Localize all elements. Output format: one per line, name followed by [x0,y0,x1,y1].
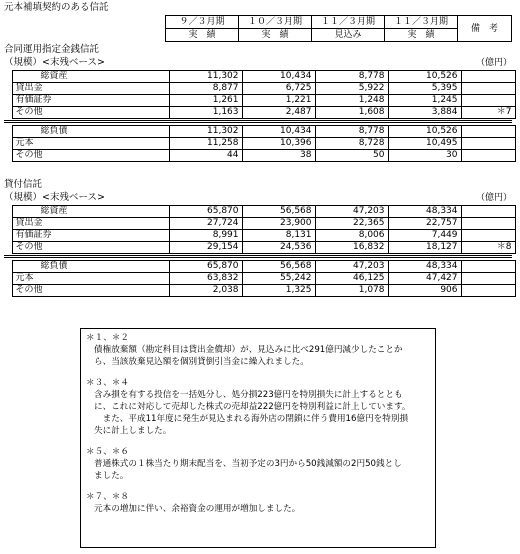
indent-cell [4,273,12,285]
note-line: 元本の増加に伴い、余裕資金の運用が増加しました。 [94,504,301,514]
indent-cell [4,285,12,297]
value-cell: 46,125 [315,273,388,285]
value-cell: 65,870 [169,261,242,273]
indent-cell [4,242,12,254]
value-cell: 18,127 [388,242,461,254]
value-cell: 10,434 [242,71,315,83]
value-cell: 8,991 [169,230,242,242]
value-cell: 10,396 [242,138,315,150]
period-header: ９／３月期 [166,16,239,29]
value-cell: 10,526 [388,71,461,83]
section1-basis: （規模）<末残ベース> [4,57,105,68]
indent-cell [4,206,12,218]
value-cell: 1,245 [388,95,461,107]
period-sub-header: 実 績 [166,29,239,42]
value-cell: 8,877 [169,83,242,95]
row-label: その他 [12,150,169,162]
row-label: 有価証券 [12,230,169,242]
indent-cell [4,230,12,242]
note-line: 失に計上しました。 [94,426,172,436]
value-cell: 22,757 [388,218,461,230]
note-block [86,377,430,437]
remark-cell [461,138,515,150]
table-row [4,138,515,150]
value-cell: 8,728 [315,138,388,150]
indent-cell [4,218,12,230]
note-block [86,332,430,368]
table-row [4,206,515,218]
value-cell: 63,832 [169,273,242,285]
value-cell: 1,261 [169,95,242,107]
value-cell: 48,334 [388,206,461,218]
value-cell: 56,568 [242,261,315,273]
remark-cell [461,218,515,230]
note-line: ました。 [94,471,129,481]
table-row [4,218,515,230]
row-label: 総資産 [12,71,169,83]
data-block [4,260,516,297]
value-cell: 47,427 [388,273,461,285]
row-label: 総負債 [12,261,169,273]
row-label: 有価証券 [12,95,169,107]
indent-cell [4,107,12,119]
value-cell: 24,536 [242,242,315,254]
value-cell: 11,302 [169,71,242,83]
value-cell: 47,203 [315,261,388,273]
table-row [4,273,515,285]
period-header: １０／３月期 [239,16,312,29]
period-header: １１／３月期 [312,16,385,29]
section2-basis: （規模）<末残ベース> [4,192,105,203]
section2-unit: （億円） [475,193,512,203]
note-line: に、これに対応して売却した株式の売却益222億円を特別利益に計上しています。 [94,402,411,412]
remark-cell [461,273,515,285]
table-row [4,95,515,107]
indent-cell [4,126,12,138]
value-cell: 8,778 [315,126,388,138]
value-cell: 22,365 [315,218,388,230]
value-cell: 29,154 [169,242,242,254]
table-row [4,107,515,119]
indent-cell [4,150,12,162]
table-row [4,230,515,242]
indent-cell [4,138,12,150]
double-divider [4,255,512,258]
row-label: その他 [12,285,169,297]
row-label: 元本 [12,273,169,285]
data-block [4,125,516,162]
table-row [4,261,515,273]
note-title: ＊７、＊８ [86,492,129,502]
data-block [4,205,516,254]
row-label: その他 [12,107,169,119]
remark-cell [461,150,515,162]
value-cell: 48,334 [388,261,461,273]
value-cell: 11,258 [169,138,242,150]
value-cell: 55,242 [242,273,315,285]
table-row [4,285,515,297]
value-cell: 16,832 [315,242,388,254]
row-label: 元本 [12,138,169,150]
value-cell: 10,434 [242,126,315,138]
value-cell: 7,449 [388,230,461,242]
note-line: また、平成11年度に発生が見込まれる海外店の閉鎖に伴う費用16億円を特別損 [94,414,409,424]
note-block [86,491,430,515]
remark-cell: ＊8 [461,242,515,254]
data-block [4,70,516,119]
value-cell: 5,395 [388,83,461,95]
value-cell: 1,078 [315,285,388,297]
row-label: 貸出金 [12,83,169,95]
remark-cell [461,71,515,83]
value-cell: 2,038 [169,285,242,297]
remark-cell [461,285,515,297]
value-cell: 5,922 [315,83,388,95]
value-cell: 11,302 [169,126,242,138]
value-cell: 1,221 [242,95,315,107]
note-title: ＊３、＊４ [86,378,129,388]
value-cell: 8,778 [315,71,388,83]
value-cell: 38 [242,150,315,162]
value-cell: 3,884 [388,107,461,119]
value-cell: 44 [169,150,242,162]
table-row [4,150,515,162]
value-cell: 10,526 [388,126,461,138]
column-header [165,15,512,42]
value-cell: 1,608 [315,107,388,119]
note-line: ら、当該放棄見込額を個別貸倒引当金に繰入れました。 [94,357,309,367]
table-row [4,71,515,83]
table-row [4,83,515,95]
value-cell: 2,487 [242,107,315,119]
value-cell: 8,131 [242,230,315,242]
value-cell: 6,725 [242,83,315,95]
indent-cell [4,95,12,107]
remark-cell [461,261,515,273]
value-cell: 1,248 [315,95,388,107]
remarks-header: 備 考 [458,16,512,42]
value-cell: 8,006 [315,230,388,242]
period-sub-header: 実 績 [239,29,312,42]
remark-cell [461,230,515,242]
section1-unit: （億円） [475,58,512,68]
value-cell: 27,724 [169,218,242,230]
section2-title: 貸付信託 [4,179,43,190]
value-cell: 1,163 [169,107,242,119]
remark-cell [461,83,515,95]
note-title: ＊５、＊６ [86,447,129,457]
period-sub-header: 実 績 [385,29,458,42]
period-header: １１／３月期 [385,16,458,29]
row-label: 総資産 [12,206,169,218]
indent-cell [4,83,12,95]
value-cell: 10,495 [388,138,461,150]
row-label: 貸出金 [12,218,169,230]
note-line: 債権放棄額（勘定科目は貸出金償却）が、見込みに比べ291億円減少したことか [94,345,403,355]
value-cell: 65,870 [169,206,242,218]
note-block [86,446,430,482]
remark-cell [461,126,515,138]
note-line: 普通株式の１株当たり期末配当を、当初予定の3円から50銭減額の2円50銭とし [94,459,402,469]
indent-cell [4,261,12,273]
remark-cell [461,206,515,218]
indent-cell [4,71,12,83]
value-cell: 1,325 [242,285,315,297]
table-row [4,126,515,138]
value-cell: 56,568 [242,206,315,218]
period-sub-header: 見込み [312,29,385,42]
remark-cell [461,95,515,107]
double-divider [4,120,512,123]
value-cell: 23,900 [242,218,315,230]
value-cell: 47,203 [315,206,388,218]
row-label: その他 [12,242,169,254]
table-row [4,242,515,254]
row-label: 総負債 [12,126,169,138]
value-cell: 30 [388,150,461,162]
value-cell: 906 [388,285,461,297]
remark-cell: ＊7 [461,107,515,119]
note-title: ＊１、＊２ [86,333,129,343]
section1-title: 合同運用指定金銭信託 [4,44,100,55]
notes-box [80,328,436,548]
note-line: 含み損を有する投信を一括処分し、処分損223億円を特別損失に計上するととも [94,390,403,400]
value-cell: 50 [315,150,388,162]
page-title: 元本補填契約のある信託 [4,2,109,13]
